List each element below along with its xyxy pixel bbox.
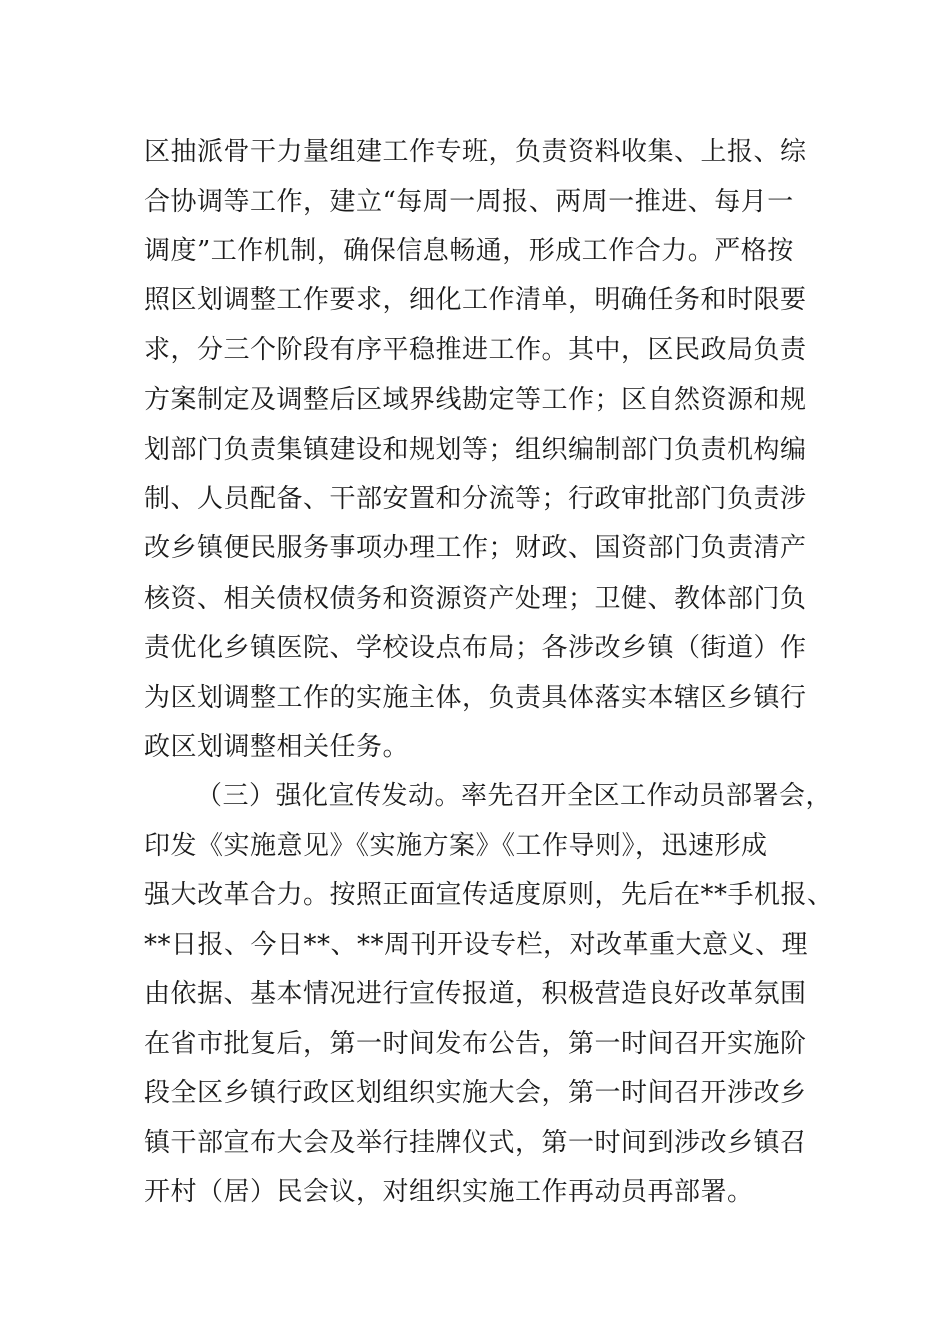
body-text-line: 由依据、基本情况进行宣传报道，积极营造良好改革氛围	[144, 979, 807, 1009]
body-text-line: 核资、相关债权债务和资源资产处理；卫健、教体部门负	[144, 584, 807, 614]
body-text-line: 为区划调整工作的实施主体，负责具体落实本辖区乡镇行	[144, 683, 807, 713]
body-text-line: 调度”工作机制，确保信息畅通，形成工作合力。严格按	[144, 236, 794, 266]
body-text-line: 镇干部宣布大会及举行挂牌仪式，第一时间到涉改乡镇召	[144, 1128, 807, 1158]
body-text-line: 方案制定及调整后区域界线勘定等工作；区自然资源和规	[144, 385, 807, 415]
body-text-line: 开村（居）民会议，对组织实施工作再动员再部署。	[144, 1177, 754, 1207]
body-text-line: 合协调等工作，建立“每周一周报、两周一推进、每月一	[144, 187, 794, 217]
body-text-line: 强大改革合力。按照正面宣传适度原则，先后在**手机报、	[144, 880, 834, 910]
body-text-line: **日报、今日**、**周刊开设专栏，对改革重大意义、理	[144, 930, 809, 960]
body-text-line: 在省市批复后，第一时间发布公告，第一时间召开实施阶	[144, 1029, 807, 1059]
body-text-line: 区抽派骨干力量组建工作专班，负责资料收集、上报、综	[144, 137, 807, 167]
body-text-line: 责优化乡镇医院、学校设点布局；各涉改乡镇（街道）作	[144, 633, 807, 663]
body-text-line: 制、人员配备、干部安置和分流等；行政审批部门负责涉	[144, 484, 807, 514]
body-text-line: 印发《实施意见》《实施方案》《工作导则》，迅速形成	[144, 831, 768, 861]
body-text-line: 划部门负责集镇建设和规划等；组织编制部门负责机构编	[144, 435, 807, 465]
body-text-line: 求，分三个阶段有序平稳推进工作。其中，区民政局负责	[144, 335, 807, 365]
section-heading-line: （三）强化宣传发动。率先召开全区工作动员部署会，	[196, 781, 833, 811]
body-text-line: 照区划调整工作要求，细化工作清单，明确任务和时限要	[144, 285, 807, 315]
body-text-line: 段全区乡镇行政区划组织实施大会，第一时间召开涉改乡	[144, 1078, 807, 1108]
body-text-line: 政区划调整相关任务。	[144, 732, 410, 762]
body-text-line: 改乡镇便民服务事项办理工作；财政、国资部门负责清产	[144, 533, 807, 563]
